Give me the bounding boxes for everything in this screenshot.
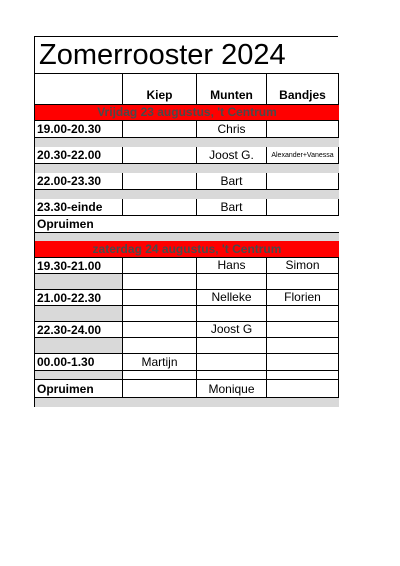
day1-header: Vrijdag 23 augustus, 't Centrum bbox=[35, 105, 339, 121]
time-cell: 23.30-einde bbox=[35, 199, 123, 216]
empty-cell bbox=[267, 338, 339, 354]
munten-cell: Joost G. bbox=[197, 147, 267, 164]
kiep-cell bbox=[123, 147, 197, 164]
table-row bbox=[35, 354, 339, 371]
spacer-cell bbox=[35, 338, 123, 354]
table-row bbox=[35, 121, 339, 138]
empty-cell bbox=[197, 371, 267, 380]
empty-cell bbox=[267, 274, 339, 290]
kiep-cell bbox=[123, 121, 197, 138]
munten-cell: Bart bbox=[197, 173, 267, 190]
empty-cell bbox=[267, 306, 339, 322]
spacer-cell bbox=[35, 306, 123, 322]
header-kiep: Kiep bbox=[123, 74, 197, 105]
bandjes-cell: Florien bbox=[267, 290, 339, 306]
bandjes-cell bbox=[267, 173, 339, 190]
table-row bbox=[35, 306, 339, 322]
munten-cell: Chris bbox=[197, 121, 267, 138]
kiep-cell bbox=[123, 290, 197, 306]
kiep-cell bbox=[123, 173, 197, 190]
empty-cell bbox=[197, 306, 267, 322]
kiep-cell bbox=[123, 322, 197, 338]
header-time-cell bbox=[35, 74, 123, 105]
empty-cell bbox=[123, 371, 197, 380]
time-cell: 19.30-21.00 bbox=[35, 258, 123, 274]
row-spacer bbox=[35, 138, 339, 147]
row-spacer bbox=[35, 190, 339, 199]
header-munten: Munten bbox=[197, 74, 267, 105]
table-row bbox=[35, 290, 339, 306]
empty-cell bbox=[197, 338, 267, 354]
schedule-sheet bbox=[34, 36, 338, 407]
empty-cell bbox=[197, 274, 267, 290]
munten-cell: Nelleke bbox=[197, 290, 267, 306]
bandjes-cell bbox=[267, 121, 339, 138]
bandjes-cell bbox=[267, 380, 339, 398]
header-bandjes: Bandjes bbox=[267, 74, 339, 105]
spacer-cell bbox=[35, 274, 123, 290]
munten-cell bbox=[197, 354, 267, 371]
time-cell: 19.00-20.30 bbox=[35, 121, 123, 138]
table-row bbox=[35, 322, 339, 338]
table-row bbox=[35, 371, 339, 380]
bandjes-cell: Simon bbox=[267, 258, 339, 274]
row-spacer bbox=[35, 233, 339, 241]
row-spacer bbox=[35, 164, 339, 173]
kiep-cell bbox=[123, 199, 197, 216]
column-header-row bbox=[35, 74, 339, 105]
spacer-cell bbox=[35, 371, 123, 380]
bandjes-cell: Alexander+Vanessa bbox=[267, 147, 339, 164]
cleanup-label: Opruimen bbox=[37, 217, 94, 231]
time-cell: 21.00-22.30 bbox=[35, 290, 123, 306]
table-row bbox=[35, 199, 339, 216]
kiep-cell: Martijn bbox=[123, 354, 197, 371]
empty-cell bbox=[123, 274, 197, 290]
table-row bbox=[35, 258, 339, 274]
munten-cell: Monique bbox=[197, 380, 267, 398]
empty-cell bbox=[123, 338, 197, 354]
table-row bbox=[35, 338, 339, 354]
bandjes-cell bbox=[267, 322, 339, 338]
bandjes-cell bbox=[267, 354, 339, 371]
time-cell: 00.00-1.30 bbox=[35, 354, 123, 371]
time-cell: 22.00-23.30 bbox=[35, 173, 123, 190]
time-cell: 20.30-22.00 bbox=[35, 147, 123, 164]
munten-cell: Joost G bbox=[197, 322, 267, 338]
cleanup-label: Opruimen bbox=[35, 380, 123, 398]
kiep-cell bbox=[123, 380, 197, 398]
kiep-cell bbox=[123, 258, 197, 274]
munten-cell: Bart bbox=[197, 199, 267, 216]
time-cell: 22.30-24.00 bbox=[35, 322, 123, 338]
munten-cell: Hans bbox=[197, 258, 267, 274]
table-row bbox=[35, 173, 339, 190]
row-spacer bbox=[35, 398, 339, 407]
day2-header: zaterdag 24 augustus, 't Centrum bbox=[35, 241, 339, 258]
empty-cell bbox=[123, 306, 197, 322]
table-row bbox=[35, 147, 339, 164]
page-title: Zomerrooster 2024 bbox=[35, 37, 339, 74]
empty-cell bbox=[267, 371, 339, 380]
table-row bbox=[35, 216, 339, 233]
bandjes-cell bbox=[267, 199, 339, 216]
table-row bbox=[35, 380, 339, 398]
table-row bbox=[35, 274, 339, 290]
